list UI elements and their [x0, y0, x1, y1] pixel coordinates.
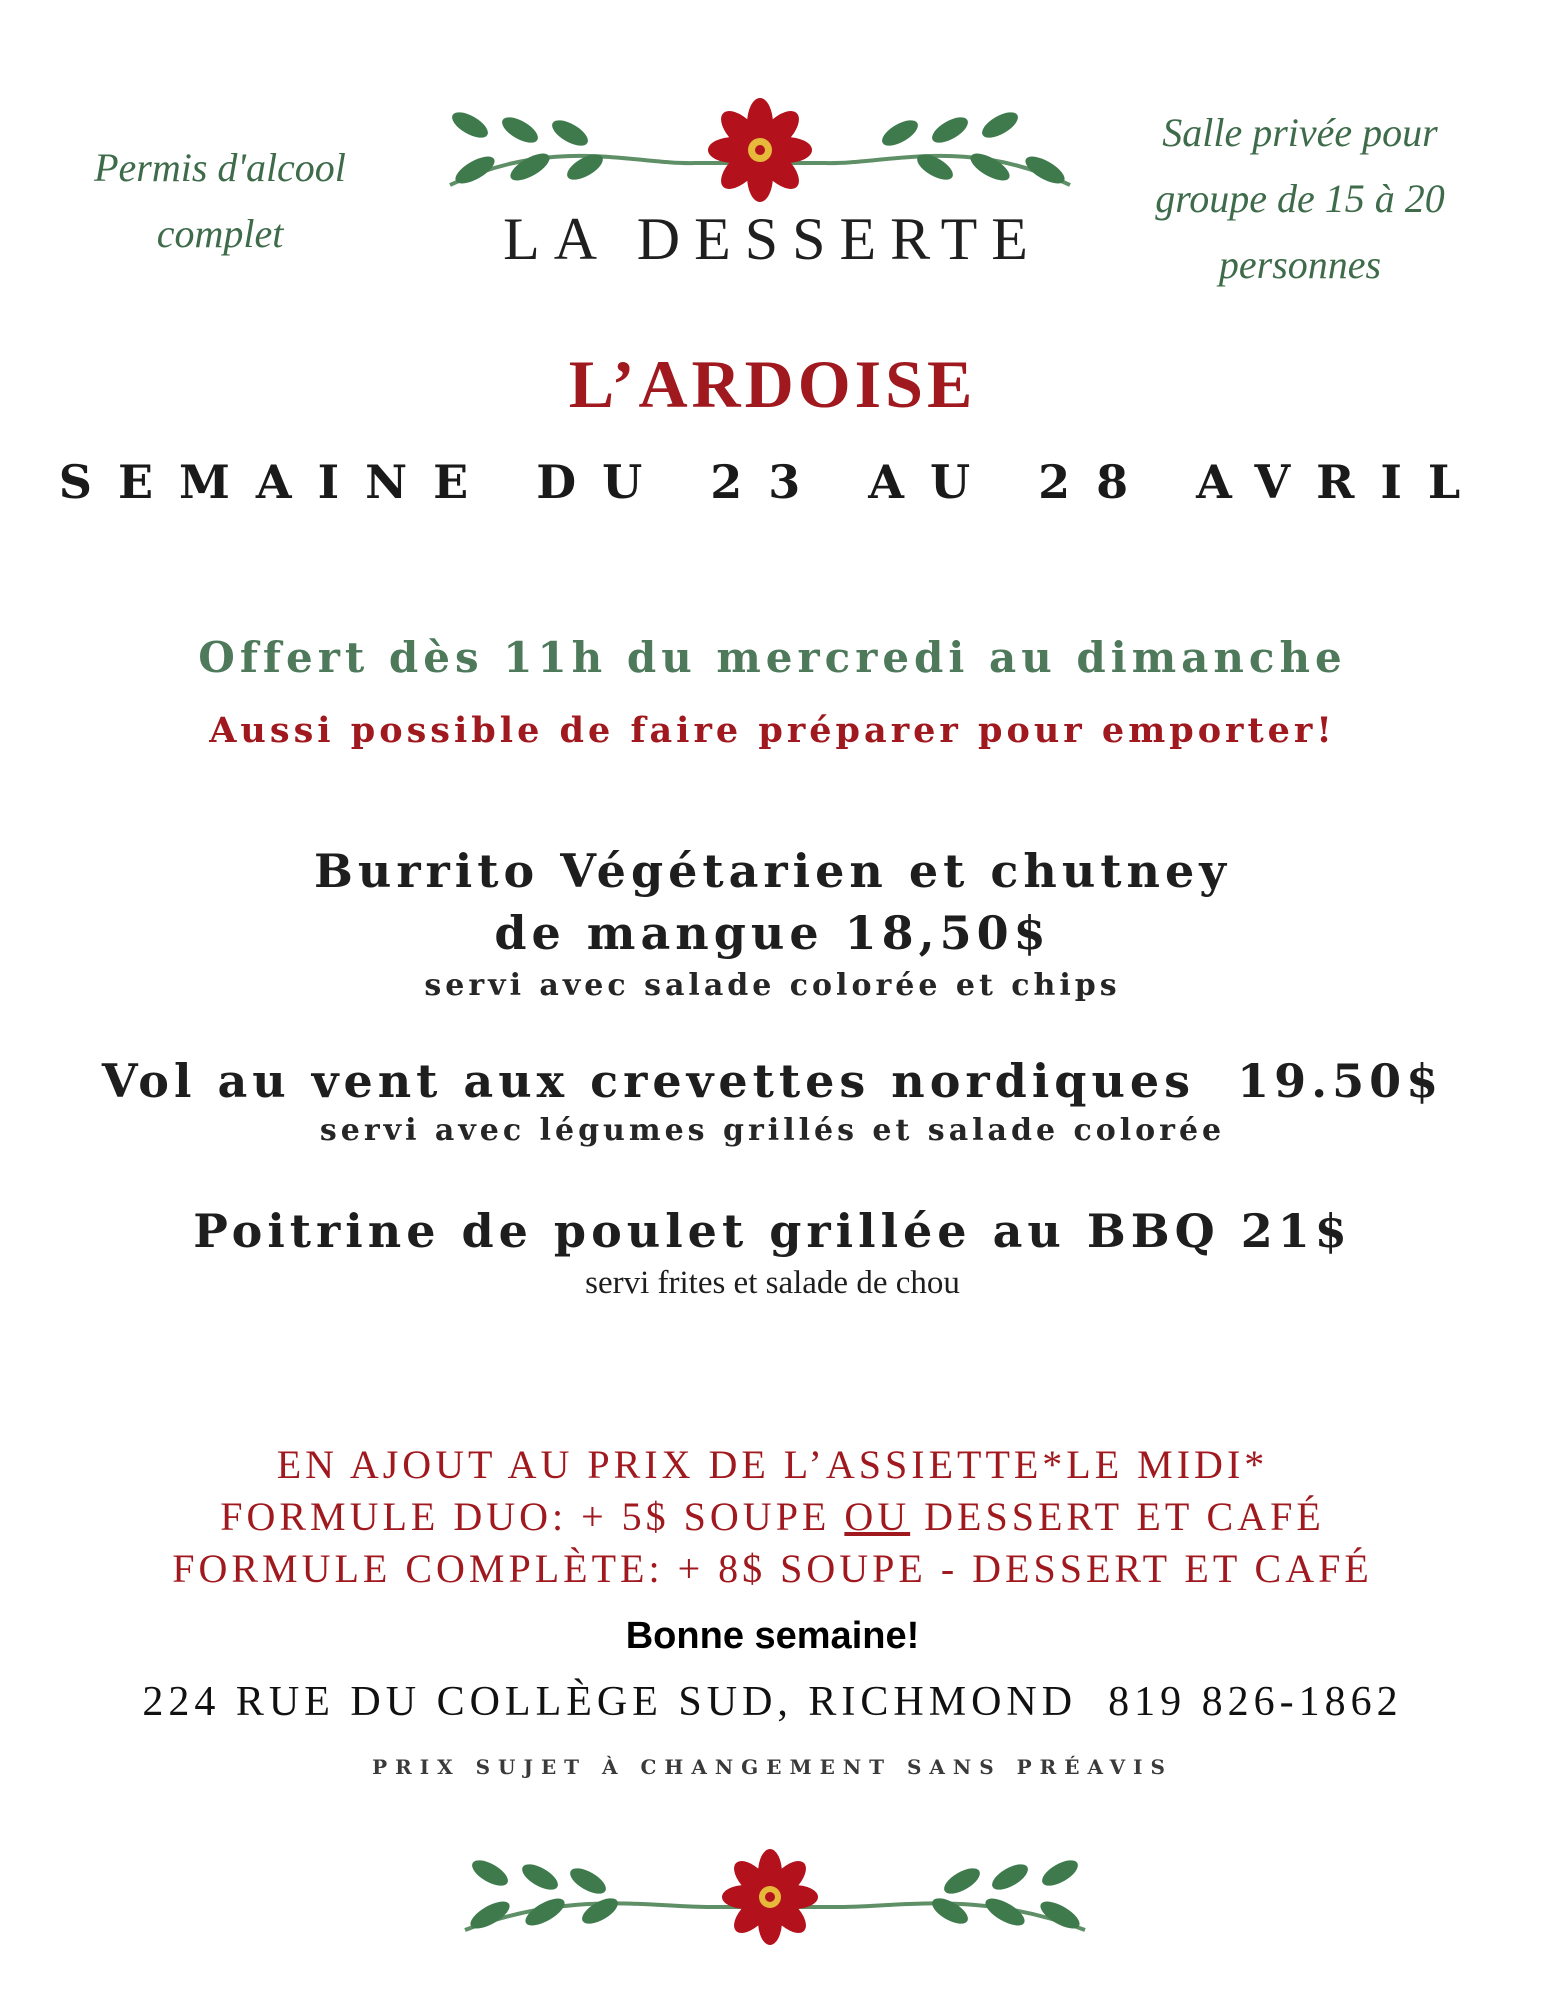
price-disclaimer: PRIX SUJET À CHANGEMENT SANS PRÉAVIS [372, 1755, 1173, 1779]
formule-duo-end: DESSERT ET CAFÉ [910, 1494, 1325, 1539]
liquor-permit-line1: Permis d'alcool [94, 145, 346, 190]
formule-duo-start: FORMULE DUO: + 5$ SOUPE [220, 1494, 845, 1539]
restaurant-name: LA DESSERTE [503, 206, 1042, 272]
formule-complete: FORMULE COMPLÈTE: + 8$ SOUPE - DESSERT ET CAFÉ [172, 1546, 1373, 1591]
red-flower-icon [722, 1849, 818, 1945]
formule-intro: EN AJOUT AU PRIX DE L’ASSIETTE*LE MIDI* [276, 1442, 1269, 1487]
address-phone: 224 RUE DU COLLÈGE SUD, RICHMOND 819 826-1862 [142, 1679, 1403, 1725]
dish-2-title: Vol au vent aux crevettes nordiques 19.50$ [101, 1054, 1444, 1108]
dish-1-title-line1: Burrito Végétarien et chutney [314, 844, 1231, 898]
flower-vine-icon [435, 95, 1085, 215]
private-room-line3: personnes [1218, 242, 1382, 287]
formule-duo-or: OU [844, 1494, 911, 1539]
formule-duo [0, 1492, 1545, 1542]
dish-3-title: Poitrine de poulet grillée au BBQ 21$ [193, 1204, 1352, 1258]
private-room-line1: Salle privée pour [1162, 110, 1438, 155]
dish-1-title-line2: de mangue 18,50$ [494, 906, 1051, 960]
liquor-permit-line2: complet [156, 211, 284, 256]
week-heading: SEMAINE DU 23 AU 28 AVRIL [58, 455, 1487, 509]
takeout-text: Aussi possible de faire préparer pour emporter! [209, 710, 1336, 751]
private-room-line2: groupe de 15 à 20 [1155, 176, 1445, 221]
dish-3-description: servi frites et salade de chou [585, 1265, 960, 1301]
flower-vine-icon [450, 1845, 1100, 1955]
red-flower-icon [708, 98, 812, 202]
availability-text: Offert dès 11h du mercredi au dimanche [198, 633, 1347, 682]
menu-title: L’ARDOISE [568, 346, 977, 422]
dish-2-description: servi avec légumes grillés et salade colorée [319, 1113, 1226, 1148]
dish-1-description: servi avec salade colorée et chips [424, 968, 1121, 1003]
greeting: Bonne semaine! [625, 1615, 920, 1657]
